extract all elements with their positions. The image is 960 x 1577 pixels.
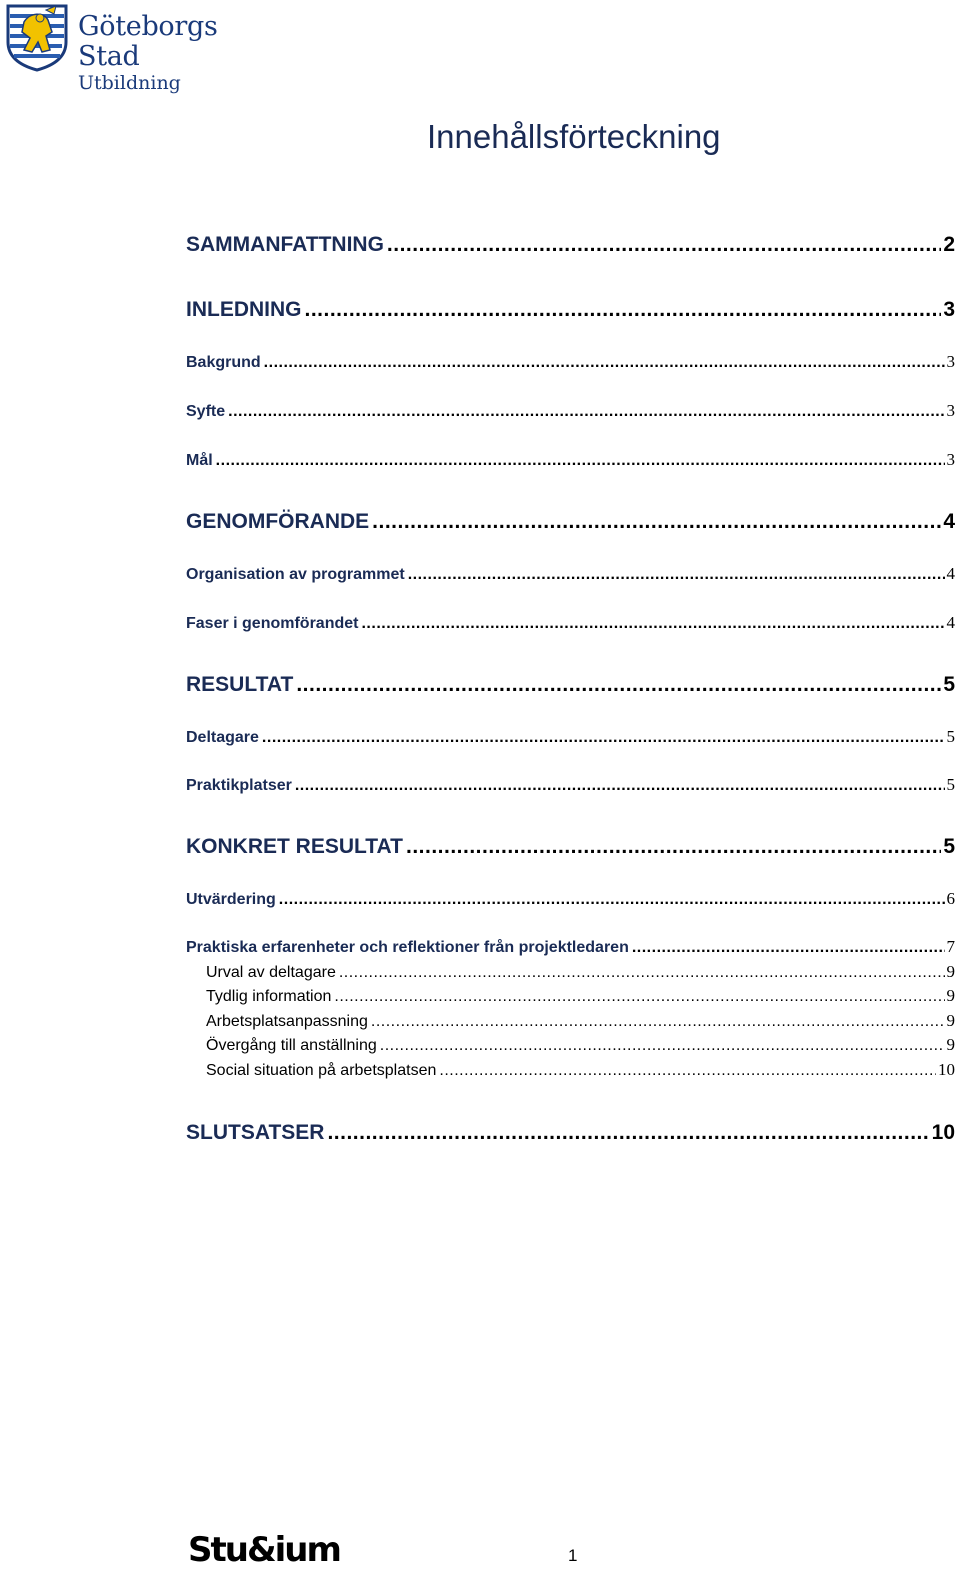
toc-entry-label: Praktiska erfarenheter och reflektioner från projektledaren [186,939,629,956]
toc-entry-slutsatser[interactable] [186,1121,955,1149]
toc-entry-mal[interactable] [186,450,955,472]
toc-leader [296,673,941,697]
toc-title: Innehållsförteckning [427,118,721,155]
toc-leader [632,939,945,957]
toc-entry-page: 9 [946,1011,955,1030]
toc-leader [216,452,945,470]
toc-entry-page: 7 [946,937,955,956]
toc-entry-page: 5 [946,775,955,794]
brand-name: Göteborgs Stad [78,11,218,72]
toc-entry-inledning[interactable] [186,298,955,326]
toc-entry-label: KONKRET RESULTAT [186,835,403,858]
city-crest-icon [4,2,70,72]
toc-leader [334,988,944,1006]
toc-entry-tydlig-information[interactable] [206,986,955,1008]
toc-entry-label: Deltagare [186,729,259,746]
toc-entry-faser[interactable] [186,613,955,635]
toc-entry-page: 9 [946,962,955,981]
toc-entry-page: 5 [943,835,955,858]
toc-entry-page: 6 [946,889,955,908]
toc-entry-label: GENOMFÖRANDE [186,510,370,533]
studium-logo: Stu&ium [188,1530,340,1570]
toc-leader [361,615,944,633]
toc-entry-label: Praktikplatser [186,777,292,794]
toc-entry-bakgrund[interactable] [186,352,955,374]
toc-entry-page: 4 [943,510,955,533]
toc-leader [305,298,942,322]
toc-entry-label: Bakgrund [186,354,261,371]
toc-entry-organisation[interactable] [186,564,955,586]
toc-entry-page: 3 [946,401,955,420]
toc-entry-page: 3 [946,450,955,469]
toc-leader [228,403,944,421]
toc-entry-genomforande[interactable] [186,510,955,538]
toc-leader [262,729,945,747]
toc-leader [339,964,945,982]
header-logo [4,2,284,94]
toc-entry-page: 2 [943,233,955,256]
toc-entry-arbetsplatsanpassning[interactable] [206,1011,955,1033]
toc-entry-label: Organisation av programmet [186,566,405,583]
toc-leader [387,233,941,257]
toc-entry-social-situation[interactable] [206,1060,955,1082]
toc-entry-praktikplatser[interactable] [186,775,955,797]
toc-entry-page: 5 [943,673,955,696]
toc-entry-praktiska-erfarenheter[interactable] [186,937,955,959]
toc-entry-syfte[interactable] [186,401,955,423]
toc-entry-label: Social situation på arbetsplatsen [206,1062,437,1079]
toc-entry-label: INLEDNING [186,298,302,321]
toc-entry-page: 10 [938,1060,955,1079]
toc-leader [380,1037,945,1055]
toc-entry-label: Faser i genomförandet [186,615,359,632]
toc-entry-label: Syfte [186,403,226,420]
toc-entry-label: SAMMANFATTNING [186,233,384,256]
toc-entry-label: Övergång till anställning [206,1037,377,1054]
toc-leader [371,1013,945,1031]
brand-subtitle: Utbildning [78,72,181,94]
toc-entry-page: 4 [946,564,955,583]
toc-leader [408,566,945,584]
toc-entry-page: 3 [946,352,955,371]
page-number: 1 [568,1546,578,1565]
toc-leader [279,891,945,909]
toc-entry-overgang[interactable] [206,1035,955,1057]
toc-entry-urval[interactable] [206,962,955,984]
toc-entry-label: Arbetsplatsanpassning [206,1013,368,1030]
toc-entry-page: 5 [946,727,955,746]
toc-entry-page: 10 [931,1121,955,1144]
toc-leader [439,1062,936,1080]
toc-entry-deltagare[interactable] [186,727,955,749]
toc-entry-page: 3 [943,298,955,321]
toc-entry-label: Urval av deltagare [206,964,336,981]
toc-entry-label: Utvärdering [186,891,276,908]
toc-leader [372,510,941,534]
toc-entry-resultat[interactable] [186,673,955,701]
toc-entry-label: RESULTAT [186,673,294,696]
toc-entry-sammanfattning[interactable] [186,233,955,261]
toc-entry-utvardering[interactable] [186,889,955,911]
toc-entry-page: 4 [946,613,955,632]
toc-entry-page: 9 [946,1035,955,1054]
toc-leader [264,354,945,372]
toc-entry-label: Tydlig information [206,988,332,1005]
toc-entry-page: 9 [946,986,955,1005]
toc-leader [406,835,941,859]
toc-leader [295,777,945,795]
toc-entry-label: SLUTSATSER [186,1121,325,1144]
toc-leader [327,1121,929,1145]
toc-entry-konkret-resultat[interactable] [186,835,955,863]
toc-entry-label: Mål [186,452,213,469]
